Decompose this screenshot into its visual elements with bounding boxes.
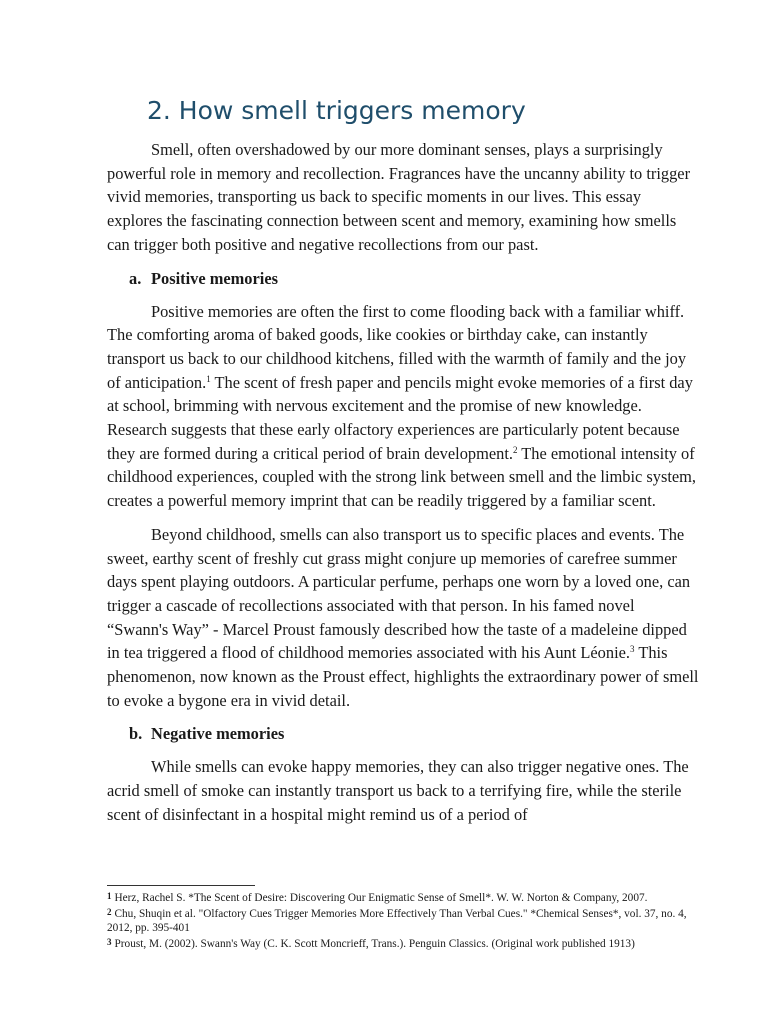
footnote: 2 Chu, Shuqin et al. "Olfactory Cues Trigger Memories More Effectively Than Verbal Cues." *Chemical Senses*, vol. 37, no. 4, 2012, pp. 395-401 [107, 907, 687, 934]
subheading-marker: b. [129, 724, 143, 744]
subheading-positive [129, 267, 699, 291]
negative-paragraph-1: While smells can evoke happy memories, they can also trigger negative ones. The acrid smell of smoke can instantly transport us back to a terrifying fire, while the sterile scent of disinfectant in a hospital might remind us of a period of [107, 757, 689, 824]
footnote-ref: 3 [630, 644, 635, 655]
footnote: 3 Proust, M. (2002). Swann's Way (C. K. Scott Moncrieff, Trans.). Penguin Classics. (Original work published 1913) [107, 937, 635, 950]
section-heading: 2. How smell triggers memory [147, 96, 526, 125]
footnotes [107, 885, 699, 951]
positive-paragraph-2: Beyond childhood, smells can also transport us to specific places and events. The sweet, earthy scent of freshly cut grass might conjure up memories of carefree summer days spent playing outdoors. A particular perfume, perhaps one worn by a loved one, can trigger a cascade of recollections associated with that person. In his famed novel “Swann's Way” - Marcel Proust famously described how the taste of a madeleine dipped in tea triggered a flood of childhood memories associated with his Aunt Léonie.$^3$ This phenomenon, now known as the Proust effect, highlights the extraordinary power of smell to evoke a bygone era in vivid detail. [107, 524, 699, 710]
positive-paragraph-1: Positive memories are often the first to come flooding back with a familiar whiff. The comforting aroma of baked goods, like cookies or birthday cake, can instantly transport us back to our childhood kitchens, filled with the warmth of family and the joy of anticipation.$^1$ The scent of fresh paper and pencils might evoke memories of a first day at school, brimming with nervous excitement and the promise of new knowledge. Research suggests that these early olfactory experiences are particularly potent because they are formed during a critical period of brain development.$^2$ The emotional intensity of childhood experiences, coupled with the strong link between smell and the limbic system, creates a powerful memory imprint that can be readily triggered by a familiar scent. [107, 301, 697, 511]
footnote: 1 Herz, Rachel S. *The Scent of Desire: Discovering Our Enigmatic Sense of Smell*. W. W. Norton & Company, 2007. [107, 891, 648, 904]
footnote-ref: 2 [512, 444, 518, 455]
intro-paragraph: Smell, often overshadowed by our more dominant senses, plays a surprisingly powerful role in memory and recollection. Fragrances have the uncanny ability to trigger vivid memories, transporting us back to specific moments in our lives. This essay explores the fascinating connection between scent and memory, examining how smells can trigger both positive and negative recollections from our past. [107, 140, 691, 254]
subheading-marker: a. [129, 268, 142, 288]
footnote-ref: 1 [206, 373, 211, 384]
document-page [107, 94, 699, 827]
footnote-separator [107, 885, 255, 886]
subheading-title: Positive memories [151, 268, 278, 288]
subheading-title: Negative memories [151, 724, 285, 744]
subheading-negative [129, 722, 699, 746]
